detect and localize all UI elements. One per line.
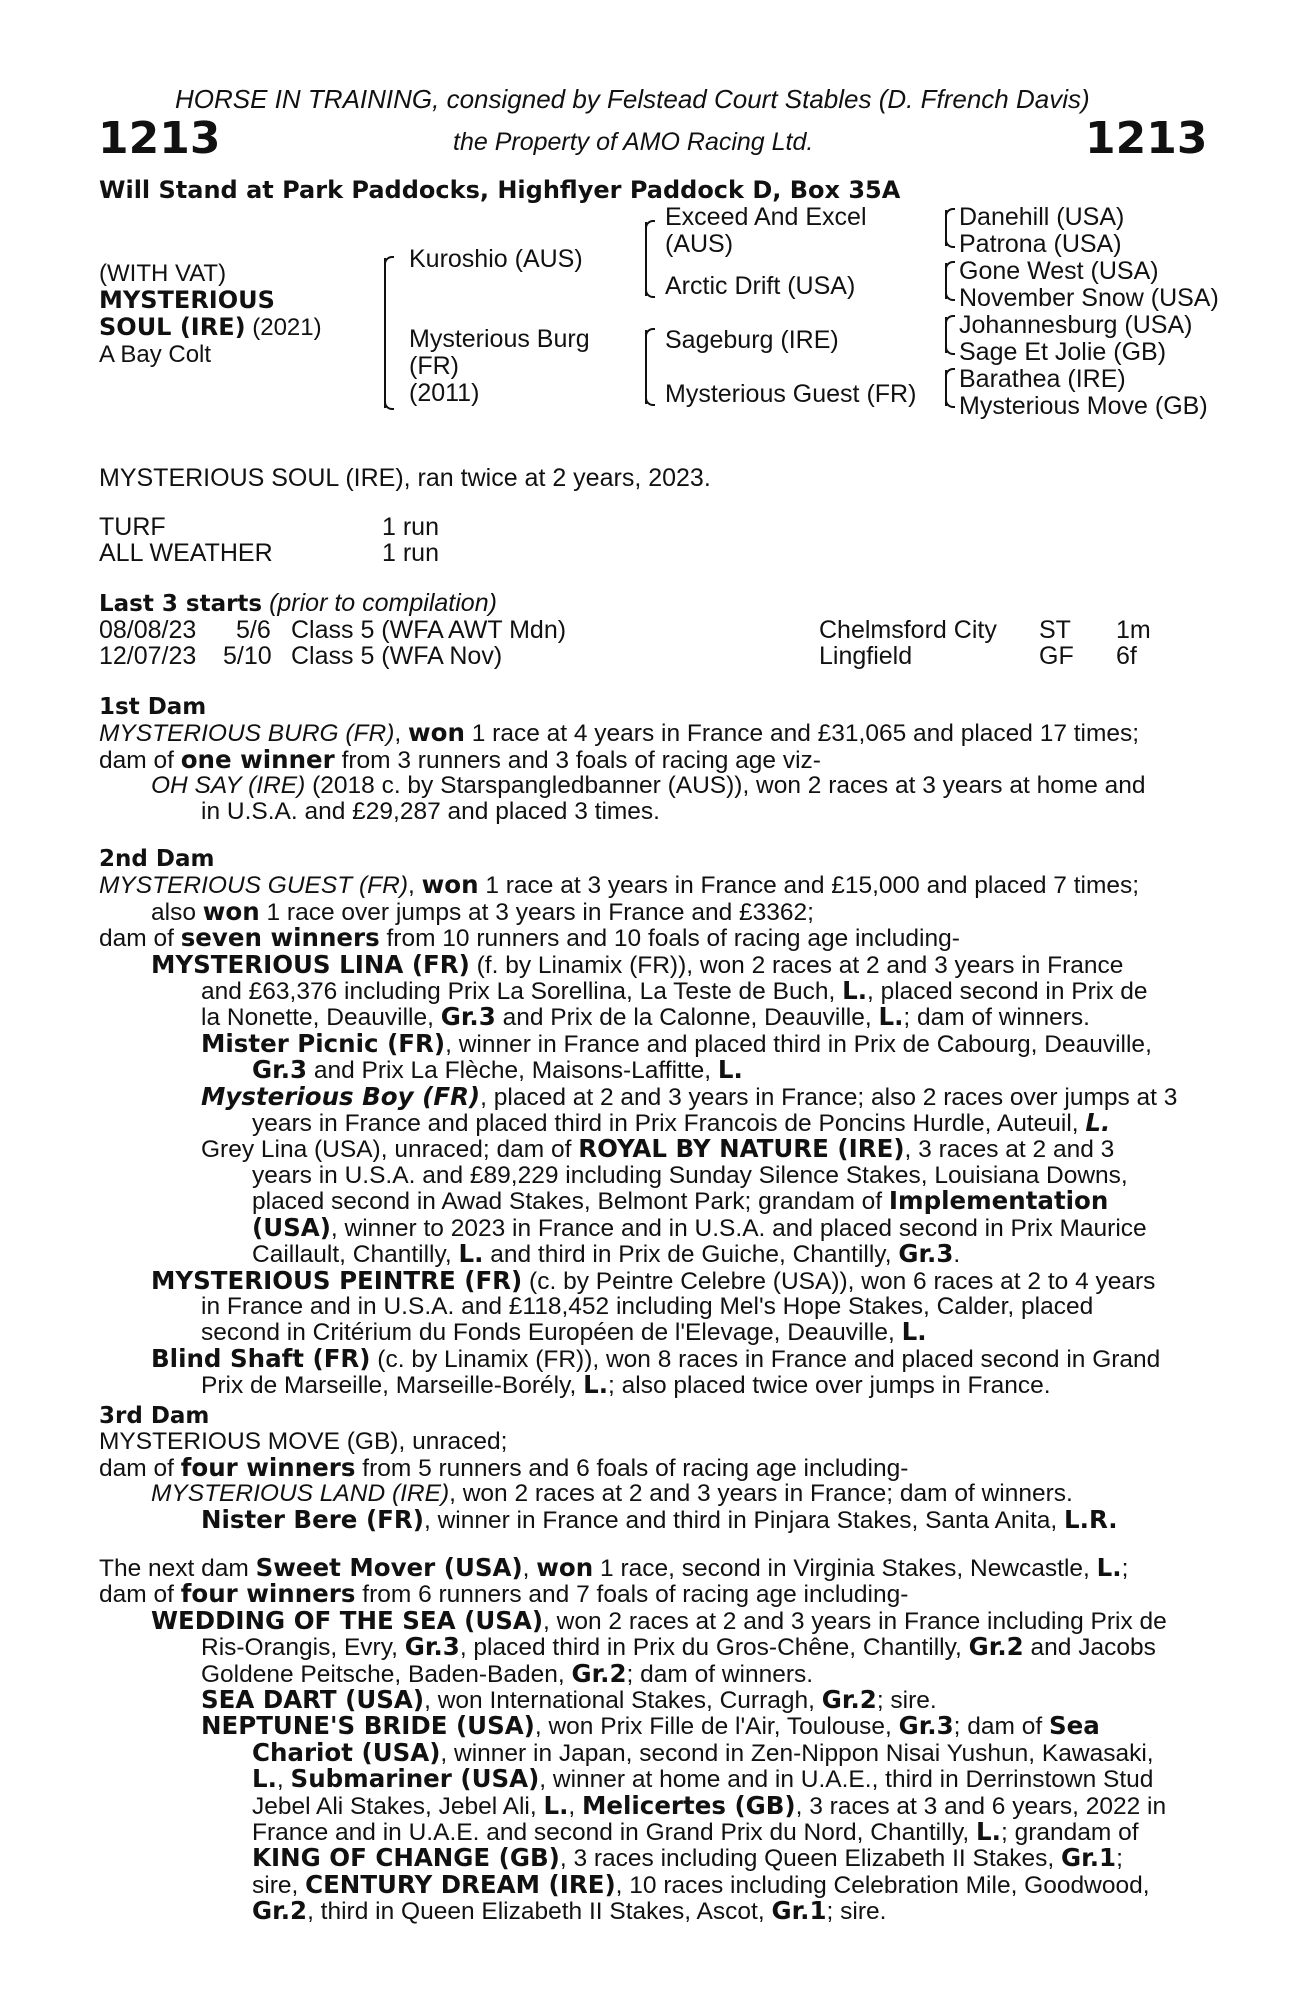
grade-label: L. xyxy=(878,1002,904,1032)
start-going: ST xyxy=(1039,616,1071,644)
grade-label: Gr.3 xyxy=(404,1632,460,1662)
consignment-line: HORSE IN TRAINING, consigned by Felstead Court Stables (D. Ffrench Davis) xyxy=(175,84,1090,114)
text: dam of xyxy=(99,1454,181,1482)
start-course: Lingfield xyxy=(819,642,913,670)
text: 1 race over jumps at 3 years in France and £3362; xyxy=(259,898,814,926)
produce-name: MYSTERIOUS LAND (IRE) xyxy=(151,1480,450,1508)
start-date: 12/07/23 xyxy=(99,642,197,670)
text: Caillault, Chantilly, xyxy=(252,1241,459,1269)
text: ; dam of winners. xyxy=(626,1660,814,1688)
dam-line3: (2011) xyxy=(409,379,480,407)
dam-dam: Mysterious Guest (FR) xyxy=(665,380,917,408)
lot-number-right: 1213 xyxy=(1085,113,1208,164)
text: in France and in U.S.A. and £118,452 including Mel's Hope Stakes, Calder, placed xyxy=(201,1292,1094,1320)
won-label: won xyxy=(536,1553,594,1582)
text: , won 2 races at 2 and 3 years in France including Prix de xyxy=(543,1607,1167,1635)
surface-turf: TURF xyxy=(99,513,166,541)
start-position: 5/6 xyxy=(236,616,271,644)
surface-aw: ALL WEATHER xyxy=(99,539,273,567)
dam-line2: (FR) xyxy=(409,352,459,380)
grade-label: Gr.2 xyxy=(252,1896,308,1926)
dam-name: MYSTERIOUS GUEST (FR) xyxy=(99,872,408,900)
won-label: won xyxy=(421,870,479,900)
grade-label: L. xyxy=(1096,1553,1122,1582)
race-summary: MYSTERIOUS SOUL (IRE), ran twice at 2 years, 2023. xyxy=(99,464,711,492)
second-dam-section xyxy=(99,846,1204,1399)
runs-turf: 1 run xyxy=(382,513,439,541)
brace-ss xyxy=(945,210,947,246)
produce-name: Mister Picnic (FR) xyxy=(201,1028,446,1058)
grade-label: Gr.2 xyxy=(821,1685,877,1715)
grade-label: Gr.2 xyxy=(571,1658,627,1688)
produce-name: MYSTERIOUS LINA (FR) xyxy=(151,949,470,979)
text: Ris-Orangis, Evry, xyxy=(201,1634,405,1662)
vat-label: (WITH VAT) xyxy=(99,260,227,287)
start-distance: 1m xyxy=(1116,616,1151,644)
grade-label: L. xyxy=(976,1817,1001,1847)
text: Goldene Peitsche, Baden-Baden, xyxy=(201,1660,572,1688)
text: ; grandam of xyxy=(1000,1819,1139,1847)
text: , xyxy=(568,1792,582,1820)
start-course: Chelmsford City xyxy=(819,616,997,644)
brace-ds xyxy=(945,317,947,353)
sire-sire xyxy=(665,204,867,258)
text: (c. by Peintre Celebre (USA)), won 6 races at 2 to 4 years xyxy=(522,1267,1156,1295)
start-row xyxy=(99,642,1209,668)
text: years in U.S.A. and £89,229 including Sunday Silence Stakes, Louisiana Downs, xyxy=(252,1161,1128,1189)
text: . xyxy=(953,1241,961,1269)
brace-sire-dam xyxy=(384,258,386,408)
dam-name: MYSTERIOUS BURG (FR) xyxy=(99,720,395,748)
text: and third in Prix de Guiche, Chantilly, xyxy=(483,1241,899,1269)
horse-name-line1: MYSTERIOUS xyxy=(99,286,275,314)
text: ; sire. xyxy=(826,1898,887,1926)
winners-count: four winners xyxy=(180,1452,356,1482)
produce-name: NEPTUNE'S BRIDE (USA) xyxy=(201,1711,535,1741)
grand-produce-name: Implementation xyxy=(888,1186,1109,1216)
brace-sire xyxy=(645,222,647,296)
last-starts-title: Last 3 starts xyxy=(99,591,263,617)
start-date: 08/08/23 xyxy=(99,616,197,644)
ggs-2: Gone West (USA) xyxy=(959,257,1159,285)
text: and Prix de la Calonne, Deauville, xyxy=(495,1004,879,1032)
text: , placed third in Prix du Gros-Chêne, Chantilly, xyxy=(459,1634,969,1662)
ggd-3: Sage Et Jolie (GB) xyxy=(959,338,1167,366)
text: second in Critérium du Fonds Européen de l'Elevage, Deauville, xyxy=(201,1319,902,1347)
race-record xyxy=(99,514,439,566)
text: , xyxy=(522,1555,537,1582)
dam-line1: Mysterious Burg xyxy=(409,325,590,353)
text: dam of xyxy=(99,925,181,953)
text: , winner to 2023 in France and in U.S.A. and placed second in Prix Maurice xyxy=(330,1214,1147,1242)
runs-aw: 1 run xyxy=(382,539,439,567)
sire-sire-line1: Exceed And Excel xyxy=(665,203,867,231)
grade-label: L. xyxy=(543,1790,569,1820)
grade-label: L. xyxy=(583,1370,609,1400)
text: dam of xyxy=(99,1581,181,1609)
last-starts-note: (prior to compilation) xyxy=(262,589,497,617)
grade-label: L. xyxy=(1085,1108,1111,1138)
produce-name: OH SAY (IRE) xyxy=(151,772,306,800)
grade-label: L. xyxy=(458,1239,484,1269)
grade-label: L. xyxy=(717,1055,743,1085)
grade-label: Gr.3 xyxy=(440,1002,496,1032)
start-position: 5/10 xyxy=(223,642,272,670)
text: from 10 runners and 10 foals of racing age including- xyxy=(379,925,960,953)
sire: Kuroshio (AUS) xyxy=(409,245,583,273)
text: from 6 runners and 7 foals of racing age including- xyxy=(355,1581,909,1609)
text: France and in U.A.E. and second in Grand Prix du Nord, Chantilly, xyxy=(252,1819,977,1847)
text: , xyxy=(407,872,422,900)
won-label: won xyxy=(408,718,465,748)
text: from 3 runners and 3 foals of racing age viz- xyxy=(334,746,821,774)
grade-label: Gr.2 xyxy=(968,1632,1024,1662)
ggd-2: November Snow (USA) xyxy=(959,284,1219,312)
text: , 3 races including Queen Elizabeth II Stakes, xyxy=(559,1845,1062,1873)
text: Prix de Marseille, Marseille-Borély, xyxy=(201,1372,584,1400)
foaling-year: (2021) xyxy=(245,314,322,341)
grand-produce-name: CENTURY DREAM (IRE) xyxy=(305,1869,616,1899)
horse-name-line2: SOUL (IRE) xyxy=(99,313,246,341)
text: ; dam of xyxy=(953,1713,1049,1741)
grade-label: L. xyxy=(252,1764,277,1794)
next-dam-section xyxy=(99,1555,1204,1925)
sire-sire-line2: (AUS) xyxy=(665,230,734,258)
text: , third in Queen Elizabeth II Stakes, Ascot, xyxy=(307,1898,772,1926)
text: from 5 runners and 6 foals of racing age including- xyxy=(355,1454,909,1482)
third-dam-title: 3rd Dam xyxy=(99,1403,210,1429)
text: la Nonette, Deauville, xyxy=(201,1004,441,1032)
text: , winner in France and third in Pinjara Stakes, Santa Anita, xyxy=(423,1506,1065,1534)
text: , winner in France and placed third in Prix de Cabourg, Deauville, xyxy=(445,1030,1152,1058)
text: , xyxy=(394,720,408,748)
horse-identity xyxy=(99,260,322,368)
text: (2018 c. by Starspangledbanner (AUS)), won 2 races at 3 years at home and xyxy=(305,772,1146,800)
grand-produce-name: Sea xyxy=(1049,1711,1100,1741)
text: , won 2 races at 2 and 3 years in France; dam of winners. xyxy=(449,1480,1073,1508)
ggd-1: Patrona (USA) xyxy=(959,230,1122,258)
ggs-1: Danehill (USA) xyxy=(959,203,1125,231)
text: 1 race at 4 years in France and £31,065 and placed 17 times; xyxy=(464,720,1140,748)
first-dam-section xyxy=(99,694,1204,824)
start-race: Class 5 (WFA Nov) xyxy=(291,642,503,670)
dam-name: Sweet Mover (USA) xyxy=(255,1553,523,1582)
text: ; also placed twice over jumps in France. xyxy=(608,1372,1051,1400)
grand-produce-name: KING OF CHANGE (GB) xyxy=(252,1843,560,1873)
text: dam of xyxy=(99,746,181,774)
grand-produce-name: Chariot (USA) xyxy=(252,1737,441,1767)
start-race: Class 5 (WFA AWT Mdn) xyxy=(291,616,567,644)
dam xyxy=(409,326,590,407)
dam-name: MYSTERIOUS MOVE (GB), unraced; xyxy=(99,1428,508,1456)
text: sire, xyxy=(252,1871,306,1899)
text: , 3 races at 2 and 3 xyxy=(904,1136,1115,1164)
grade-label: Gr.1 xyxy=(1061,1843,1117,1873)
text: , winner in Japan, second in Zen-Nippon Nisai Yushun, Kawasaki, xyxy=(440,1739,1154,1767)
brace-sd xyxy=(945,263,947,299)
second-dam-title: 2nd Dam xyxy=(99,846,215,872)
text: Grey Lina (USA), unraced; dam of xyxy=(201,1136,579,1164)
text: , placed second in Prix de xyxy=(867,978,1148,1006)
grade-label: Gr.3 xyxy=(898,1711,954,1741)
grand-produce-name: (USA) xyxy=(252,1212,331,1242)
text: ; xyxy=(1121,1555,1129,1582)
text: ; xyxy=(1116,1845,1123,1873)
grade-label: Gr.1 xyxy=(771,1896,827,1926)
winners-count: seven winners xyxy=(180,923,380,953)
produce-name: Nister Bere (FR) xyxy=(201,1504,424,1534)
text: ; dam of winners. xyxy=(903,1004,1090,1032)
grade-label: L. xyxy=(901,1317,927,1347)
text: , winner at home and in U.A.E., third in Derrinstown Stud xyxy=(539,1766,1154,1794)
horse-description: A Bay Colt xyxy=(99,341,212,368)
third-dam-section xyxy=(99,1403,1204,1533)
text: in U.S.A. and £29,287 and placed 3 times. xyxy=(201,797,660,825)
text: , won International Stakes, Curragh, xyxy=(424,1687,822,1715)
stand-location: Will Stand at Park Paddocks, Highflyer Paddock D, Box 35A xyxy=(99,176,901,204)
property-line: the Property of AMO Racing Ltd. xyxy=(453,128,814,156)
text: placed second in Awad Stakes, Belmont Park; grandam of xyxy=(252,1188,889,1216)
winners-count: one winner xyxy=(180,744,335,774)
text: and Jacobs xyxy=(1023,1634,1156,1662)
text: , won Prix Fille de l'Air, Toulouse, xyxy=(534,1713,899,1741)
produce-name: MYSTERIOUS PEINTRE (FR) xyxy=(151,1265,523,1295)
ggs-3: Johannesburg (USA) xyxy=(959,311,1193,339)
dam-sire: Sageburg (IRE) xyxy=(665,326,839,354)
grand-produce-name: Melicertes (GB) xyxy=(582,1790,796,1820)
text: , 10 races including Celebration Mile, Goodwood, xyxy=(615,1871,1150,1899)
winners-count: four winners xyxy=(180,1579,356,1609)
text: , xyxy=(276,1766,291,1794)
brace-dam xyxy=(645,330,647,404)
produce-name: Mysterious Boy (FR) xyxy=(201,1081,481,1111)
produce-name: SEA DART (USA) xyxy=(201,1685,425,1715)
text: , placed at 2 and 3 years in France; also 2 races over jumps at 3 xyxy=(480,1083,1178,1111)
start-row xyxy=(99,616,1209,642)
text: The next dam xyxy=(99,1555,256,1582)
grand-produce-name: Submariner (USA) xyxy=(290,1764,540,1794)
first-dam-title: 1st Dam xyxy=(99,694,207,720)
text: also xyxy=(151,898,203,926)
grade-label: L.R. xyxy=(1064,1504,1118,1534)
text: (c. by Linamix (FR)), won 8 races in France and placed second in Grand xyxy=(370,1345,1161,1373)
brace-dd xyxy=(945,370,947,406)
grade-label: L. xyxy=(842,976,867,1006)
text: years in France and placed third in Prix Francois de Poncins Hurdle, Auteuil, xyxy=(252,1110,1086,1138)
lot-number-left: 1213 xyxy=(98,113,221,164)
text: , 3 races at 3 and 6 years, 2022 in xyxy=(795,1792,1167,1820)
start-going: GF xyxy=(1039,642,1074,670)
text: (f. by Linamix (FR)), won 2 races at 2 and 3 years in France xyxy=(469,951,1124,979)
text: ; sire. xyxy=(876,1687,937,1715)
grand-produce-name: ROYAL BY NATURE (IRE) xyxy=(578,1134,905,1164)
produce-name: WEDDING OF THE SEA (USA) xyxy=(151,1605,544,1635)
text: 1 race at 3 years in France and £15,000 and placed 7 times; xyxy=(478,872,1140,900)
text: Jebel Ali Stakes, Jebel Ali, xyxy=(252,1792,544,1820)
start-distance: 6f xyxy=(1116,642,1137,670)
ggd-4: Mysterious Move (GB) xyxy=(959,392,1208,420)
produce-name: Blind Shaft (FR) xyxy=(151,1343,371,1373)
text: 1 race, second in Virginia Stakes, Newcastle, xyxy=(593,1555,1097,1582)
ggs-4: Barathea (IRE) xyxy=(959,365,1126,393)
grade-label: Gr.3 xyxy=(898,1239,954,1269)
sire-dam: Arctic Drift (USA) xyxy=(665,272,856,300)
text: and Prix La Flèche, Maisons-Laffitte, xyxy=(307,1057,718,1085)
last-starts xyxy=(99,590,497,617)
text: and £63,376 including Prix La Sorellina, La Teste de Buch, xyxy=(201,978,843,1006)
won-label: won xyxy=(202,896,260,926)
grade-label: Gr.3 xyxy=(252,1055,308,1085)
